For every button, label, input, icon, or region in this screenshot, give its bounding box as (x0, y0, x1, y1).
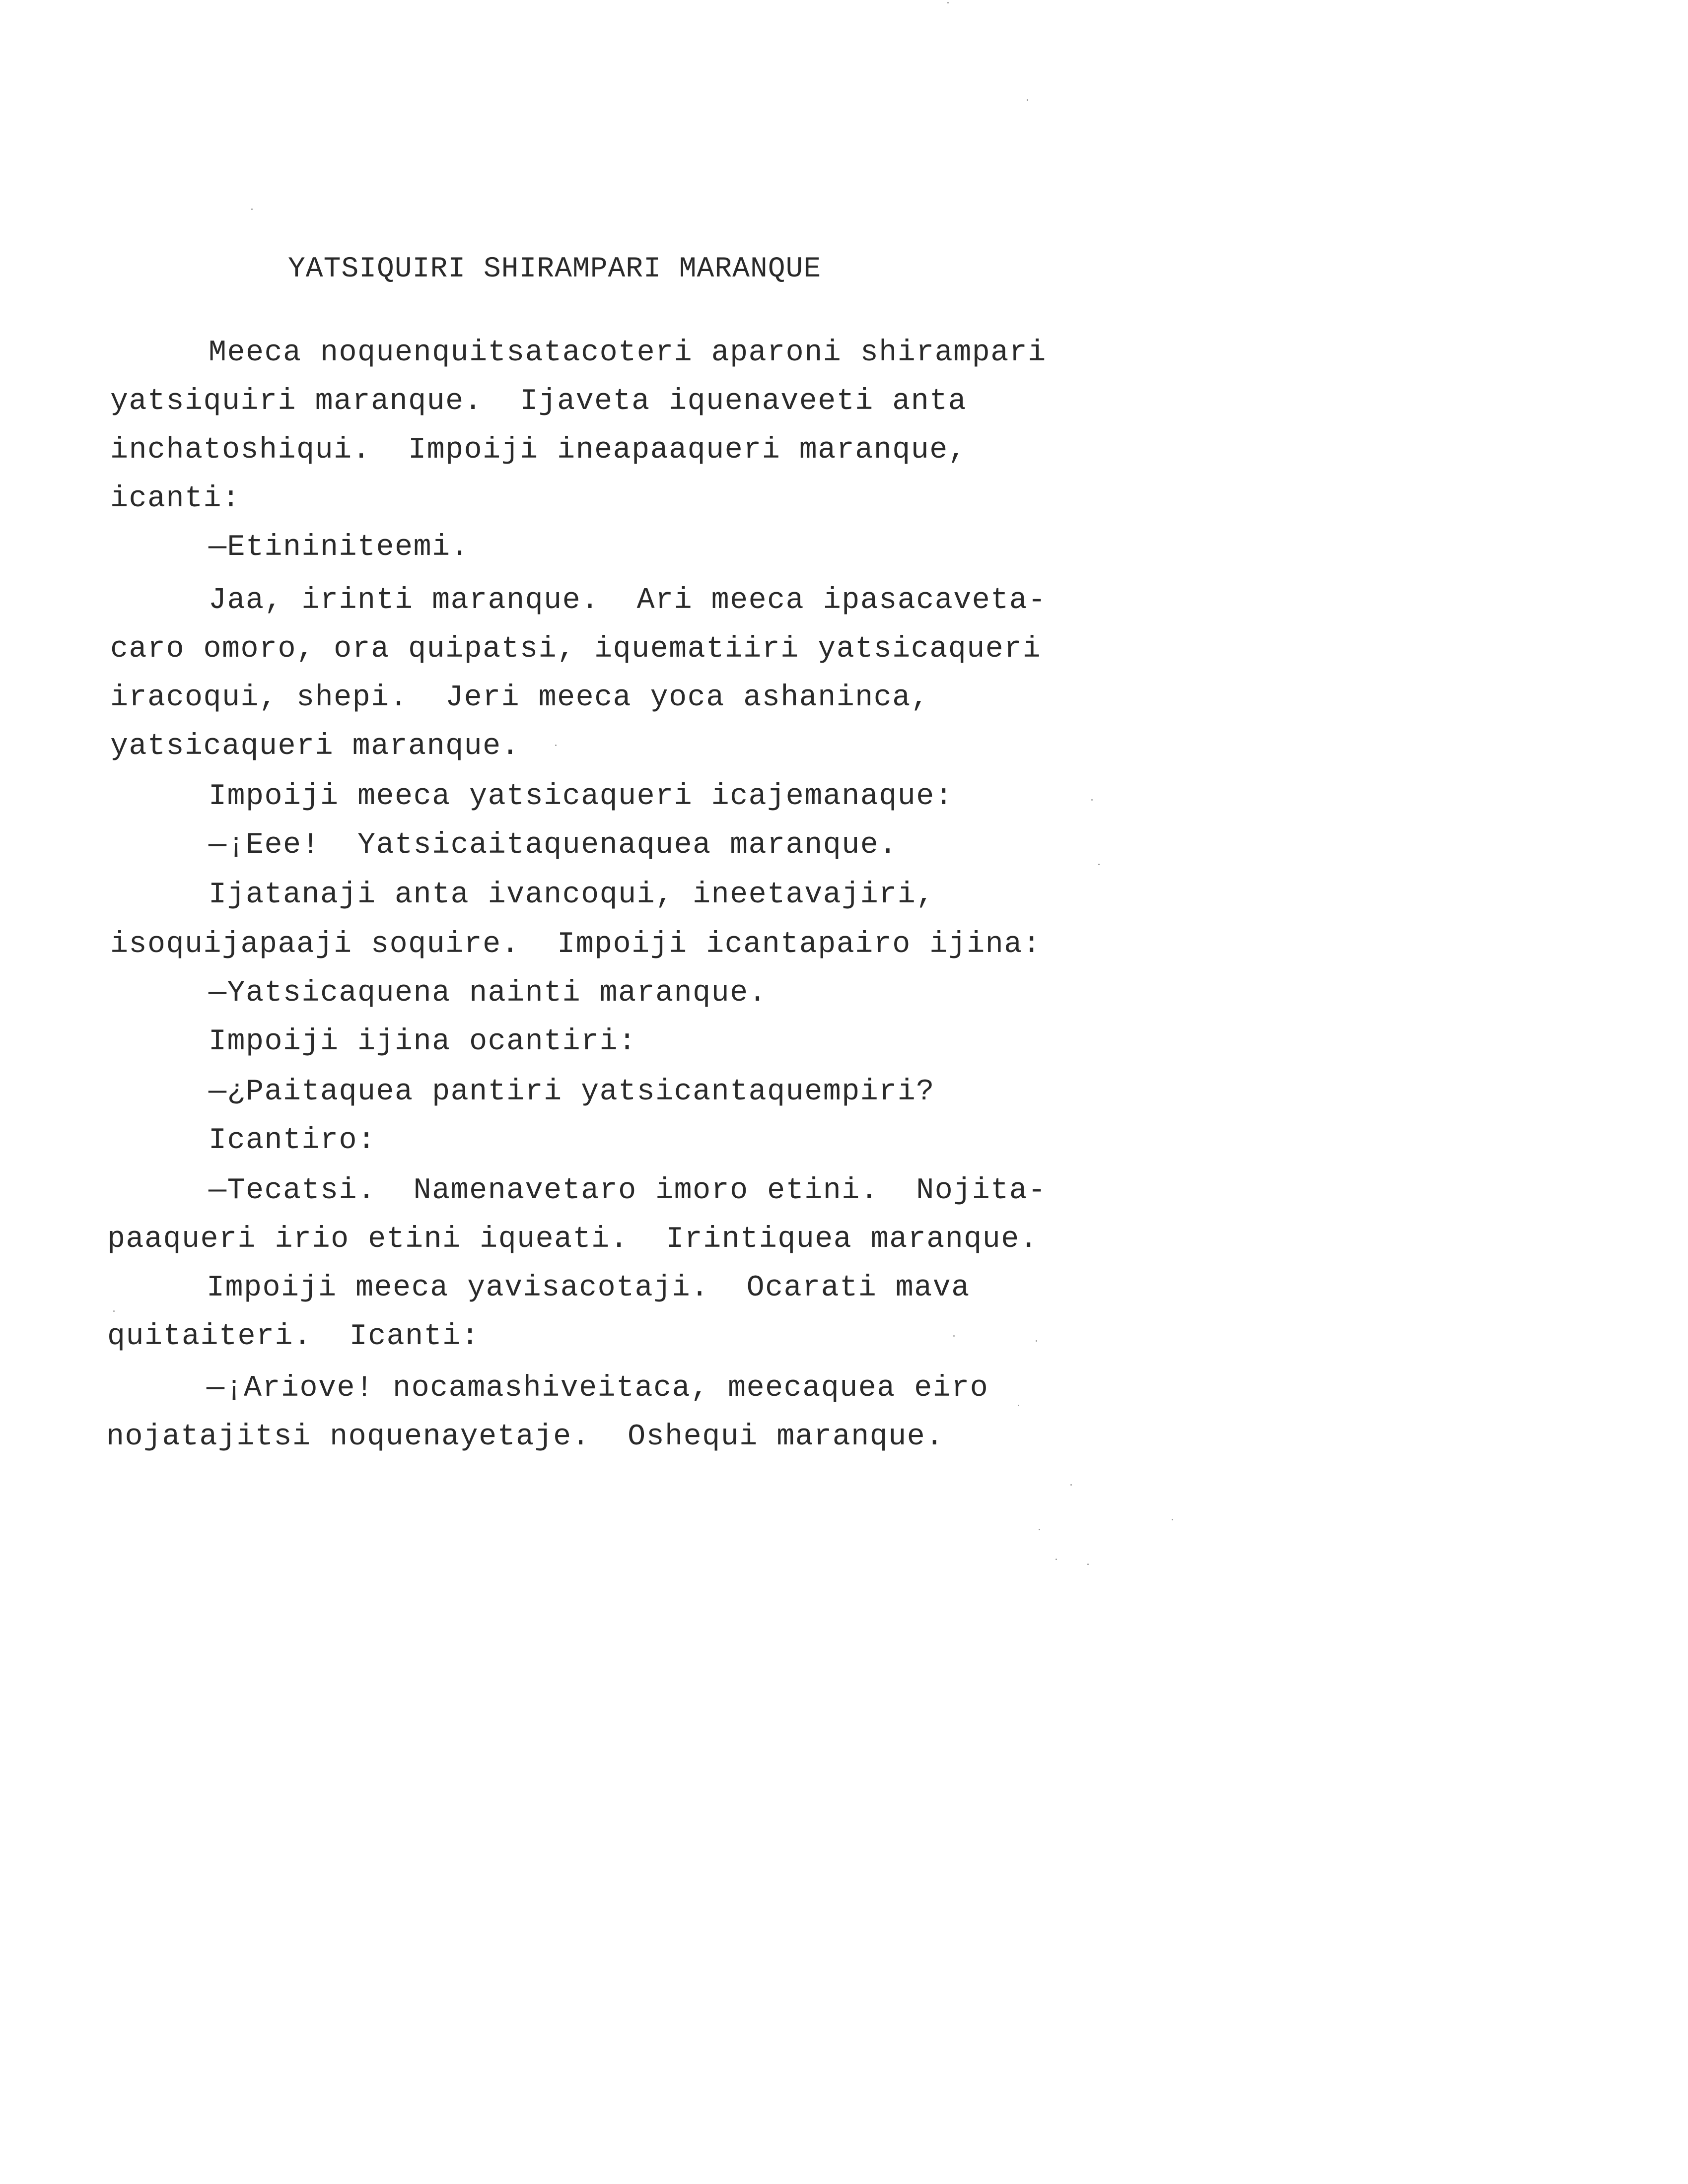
scan-speck (1018, 1405, 1019, 1406)
paragraph-line: —Yatsicaquena nainti maranque. (209, 976, 768, 1010)
scan-speck (953, 1335, 955, 1337)
paragraph-line: yatsiquiri maranque. Ijaveta iquenaveeti anta (110, 385, 967, 418)
scan-speck (1091, 799, 1093, 801)
scan-speck (251, 208, 253, 210)
paragraph-line: —Tecatsi. Namenavetaro imoro etini. Nojita- (209, 1174, 1047, 1208)
paragraph-line: Impoiji ijina ocantiri: (209, 1025, 637, 1059)
paragraph-line: yatsicaqueri maranque. (110, 730, 520, 763)
scan-speck (1027, 99, 1028, 101)
scan-speck (1070, 1484, 1072, 1486)
paragraph-line: —¡Ariove! nocamashiveitaca, meecaquea eiro (207, 1371, 989, 1405)
paragraph-line: —¿Paitaquea pantiri yatsicantaquempiri? (209, 1075, 935, 1109)
paragraph-line: Icantiro: (209, 1124, 376, 1158)
paragraph-line: Ijatanaji anta ivancoqui, ineetavajiri, (209, 878, 935, 912)
scan-speck (947, 2, 949, 3)
paragraph-line: isoquijapaaji soquire. Impoiji icantapairo ijina: (110, 928, 1042, 961)
paragraph-line: Impoiji meeca yavisacotaji. Ocarati mava (207, 1271, 970, 1305)
paragraph-line: Meeca noquenquitsatacoteri aparoni shirampari (209, 336, 1047, 370)
paragraph-line: paaqueri irio etini iqueati. Irintiquea maranque. (107, 1223, 1039, 1256)
scan-speck (1098, 864, 1100, 865)
paragraph-line: nojatajitsi noquenayetaje. Oshequi maranque. (106, 1420, 944, 1454)
scan-speck (1087, 1564, 1089, 1565)
scan-speck (1039, 1529, 1040, 1530)
paragraph-line: caro omoro, ora quipatsi, iquematiiri yatsicaqueri (110, 632, 1042, 666)
paragraph-line: Jaa, irinti maranque. Ari meeca ipasacaveta- (209, 584, 1047, 617)
paragraph-line: iracoqui, shepi. Jeri meeca yoca ashaninca, (110, 681, 930, 715)
scan-speck (555, 745, 557, 746)
paragraph-line: —Etininiteemi. (209, 531, 470, 564)
paragraph-line: quitaiteri. Icanti: (107, 1320, 480, 1354)
scan-speck (1055, 1559, 1057, 1560)
scan-speck (1172, 1519, 1173, 1520)
paragraph-line: —¡Eee! Yatsicaitaquenaquea maranque. (209, 828, 898, 862)
paragraph-line: inchatoshiqui. Impoiji ineapaaqueri maranque, (110, 433, 967, 467)
scan-speck (1036, 1340, 1037, 1342)
scan-speck (113, 1310, 115, 1312)
document-title: YATSIQUIRI SHIRAMPARI MARANQUE (288, 253, 822, 285)
paragraph-line: Impoiji meeca yatsicaqueri icajemanaque: (209, 780, 954, 814)
paragraph-line: icanti: (110, 482, 241, 516)
